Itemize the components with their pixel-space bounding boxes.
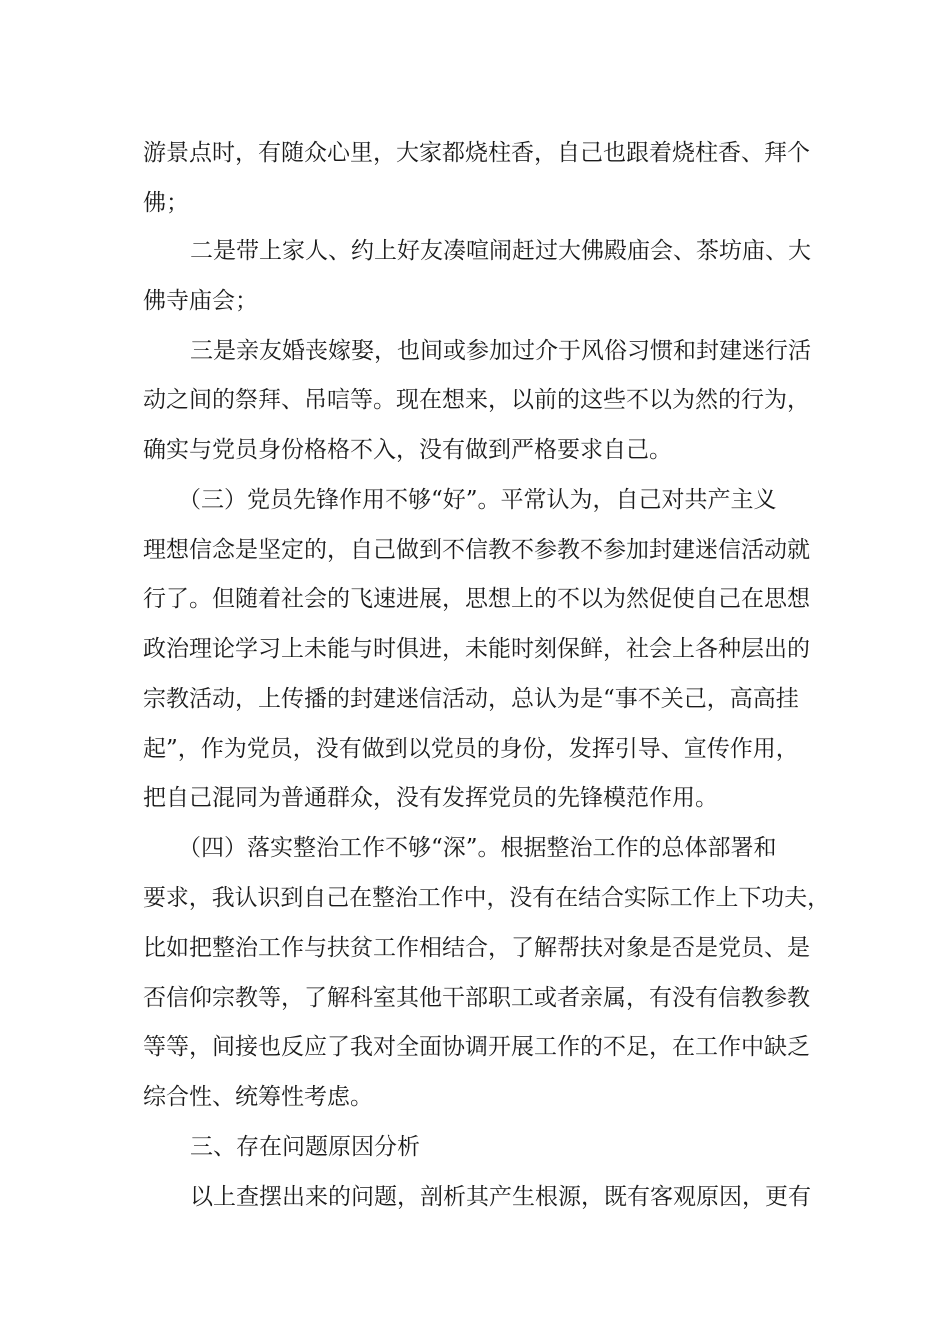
text-line: 佛寺庙会；: [143, 288, 258, 314]
text-line: 佛；: [143, 190, 189, 216]
text-line: （四）落实整治工作不够“深”。根据整治工作的总体部署和: [178, 835, 777, 861]
text-line: 要求，我认识到自己在整治工作中，没有在结合实际工作上下功夫，: [143, 885, 830, 911]
text-line: 否信仰宗教等，了解科室其他干部职工或者亲属，有没有信教参教: [143, 985, 810, 1011]
text-line: 起”，作为党员，没有做到以党员的身份，发挥引导、宣传作用，: [143, 736, 799, 762]
text-line: 三是亲友婚丧嫁娶，也间或参加过介于风俗习惯和封建迷行活: [190, 338, 811, 364]
text-line: （三）党员先锋作用不够“好”。平常认为，自己对共产主义: [178, 487, 777, 513]
text-line: 以上查摆出来的问题，剖析其产生根源，既有客观原因，更有: [190, 1184, 811, 1210]
text-line: 比如把整治工作与扶贫工作相结合，了解帮扶对象是否是党员、是: [143, 935, 810, 961]
text-line: 确实与党员身份格格不入，没有做到严格要求自己。: [143, 437, 672, 463]
text-line: 行了。但随着社会的飞速进展，思想上的不以为然促使自己在思想: [143, 586, 810, 612]
text-line: 宗教活动，上传播的封建迷信活动，总认为是“事不关己，高高挂: [143, 686, 799, 712]
text-line: 动之间的祭拜、吊唁等。现在想来，以前的这些不以为然的行为，: [143, 387, 810, 413]
text-line: 游景点时，有随众心里，大家都烧柱香，自己也跟着烧柱香、拜个: [143, 140, 810, 166]
text-line: 等等，间接也反应了我对全面协调开展工作的不足，在工作中缺乏: [143, 1034, 810, 1060]
text-line: 理想信念是坚定的，自己做到不信教不参教不参加封建迷信活动就: [143, 537, 810, 563]
text-line: 综合性、统筹性考虑。: [143, 1084, 373, 1110]
section-heading: 三、存在问题原因分析: [190, 1134, 420, 1160]
text-line: 二是带上家人、约上好友凑喧闹赶过大佛殿庙会、茶坊庙、大: [190, 238, 811, 264]
text-line: 把自己混同为普通群众，没有发挥党员的先锋模范作用。: [143, 785, 718, 811]
text-line: 政治理论学习上未能与时俱进，未能时刻保鲜，社会上各种层出的: [143, 636, 810, 662]
